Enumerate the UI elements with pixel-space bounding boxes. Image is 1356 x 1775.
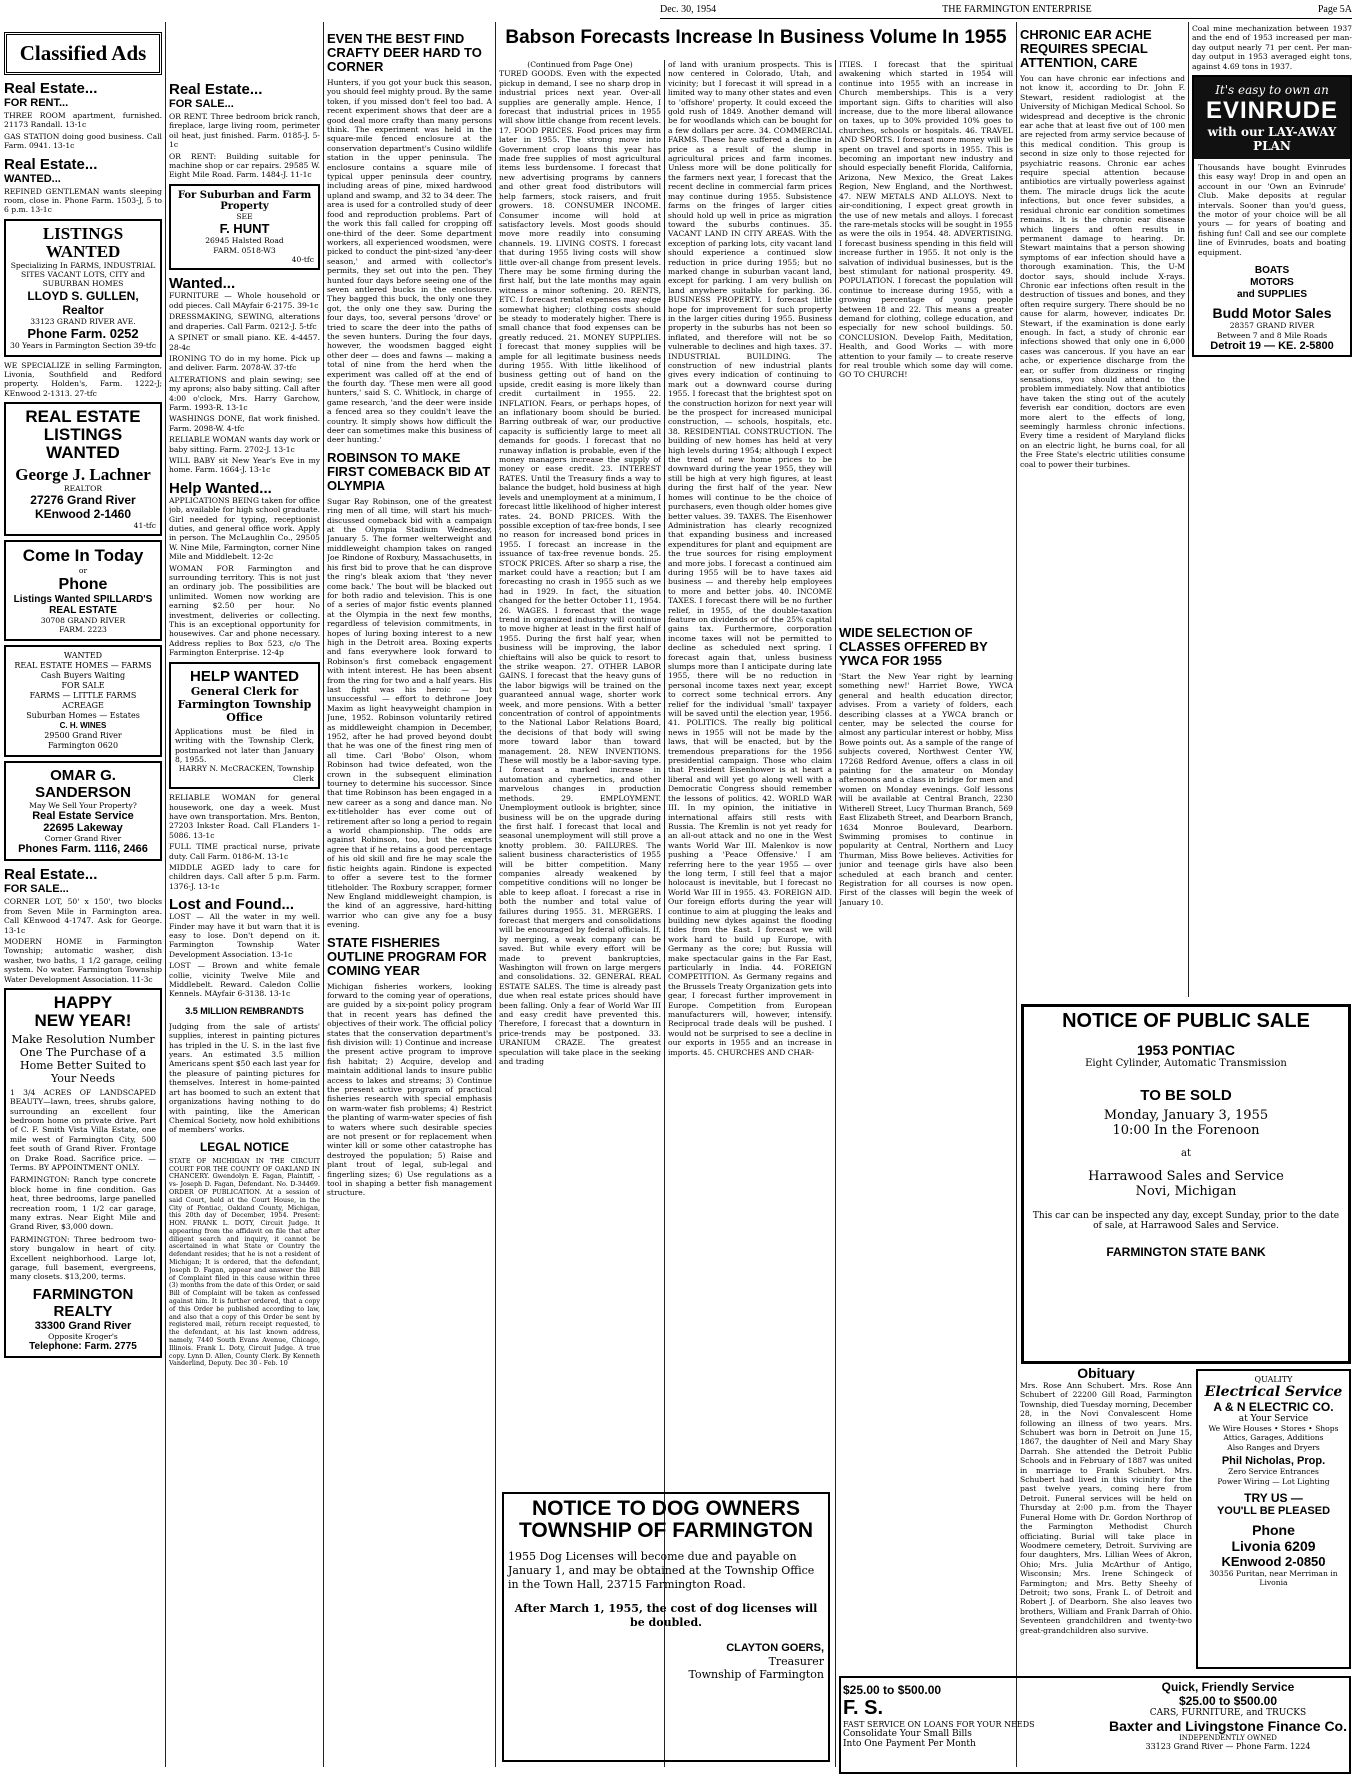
- clerk-ad: HELP WANTED General Clerk for Farmington Township Office Applications must be filed in writing with the Township Clerk, postmarked not later than January 8, 1955. HARRY N. McCRACKEN, Township Clerk: [169, 662, 320, 789]
- section-head-wanted-2: Wanted...: [169, 275, 236, 293]
- section-head-sale-2: Real Estate... FOR SALE...: [169, 81, 263, 110]
- evinrude-ad: It's easy to own an EVINRUDE with our LAY-AWAY PLAN Thousands have bought Evinrudes this easy way! Drop in and open an account in our 'Own an Evinrude' Club. Make deposits at regular intervals. Sooner than you'd guess, the motor of your choice will be all yours — for years of boating and fishing fun! Call and see our complete line of Evinrudes, boats and boating equipment. BOATS MOTORS and SUPPLIES Budd Motor Sales 28357 GRAND RIVER Between 7 and 8 Mile Roads Detroit 19 — KE. 2-5800: [1192, 75, 1352, 357]
- legal-body: STATE OF MICHIGAN IN THE CIRCUIT COURT FOR THE COUNTY OF OAKLAND IN CHANCERY. Gwendolyn E. Fagan, Plaintiff, -vs- Joseph D. Fagan, Defendant. No. D-34469. ORDER OF PUBLICATION. At a session of said Court, held at the Court House, in the City of Pontiac, Oakland County, Michigan, this 20th day of December, 1954. Present: HON. FRANK L. DOTY, Circuit Judge. It appearing from the affidavit on file that after diligent search and inquiry, it cannot be ascertained in what State or Country the defendant resides; that he is not a resident of Michigan; It is ordered, that the defendant, Joseph D. Fagan, appear and answer the Bill of Complaint filed in this cause within three (3) months from the date of this Order, or said Bill of Complaint will be taken as confessed against him. It is further ordered, that a copy of this Order be published according to law, and also that a copy of this Order be sent by registered mail, return receipt requested, to the defendant, at his last known address, namely, 7440 South Evans Avenue, Chicago, Illinois. Frank L. Doty, Circuit Judge. A true copy. Lynn D. Allen, County Clerk. By Kenneth Vanderlind, Deputy. Dec 30 - Feb. 10: [169, 1156, 320, 1368]
- wanted-listing: REFINED GENTLEMAN wants sleeping room, close in. Phone Farm. 1503-J, 5 to 6 p.m. 13-1c: [4, 186, 162, 215]
- electric-ad: QUALITY Electrical Service A & N ELECTRIC CO. at Your Service We Wire Houses • Stores • Shops Attics, Garages, Additions Also Ranges and Dryers Phil Nicholas, Prop. Zero Service Entrances Power Wiring — Lot Lighting TRY US — YOU'LL BE PLEASED Phone Livonia 6209 KEnwood 2-0850 30356 Puritan, near Merriman in Livonia: [1196, 1369, 1351, 1669]
- help-listings: APPLICATIONS BEING taken for office job, available for high school graduate. Girl needed for typing, receptionist duties, and general office work. Apply in person. The McLaughlin Co., 29505 W. Nine Mile, Farmington, corner Nine Mile and Middlebelt. 12-2c WOMAN FOR Farmington and surrounding territory. This is not just an ordinary job. The possibilities are unlimited. Women now working are earning $2.50 per hour. No investment, deliveries or collecting. This is an exceptional opportunity for housewives. Car and phone necessary. Address replies to Box 523, c/o The Farmington Enterprise. 12-4p: [169, 495, 320, 658]
- rembrandt-title: 3.5 MILLION REMBRANDTS: [185, 1005, 304, 1016]
- deer-body: Hunters, if you got your buck this season, you should feel mighty proud. By the same token, if you missed don't feel too bad. A recent experiment shows that deer are a good deal more crafty than many persons think. The experiment was held in the square-mile fenced enclosure at the conservation department's Cusino wildlife station in the upper peninsula. The enclosure contains a square mile of typical upper peninsula deer country, including areas of pine, mixed hardwood upland and swamp, and 32 to 34 deer. The area is used for a controlled study of deer food and reproduction problems. Part of the work this fall called for cropping off one-third of the deer. Some department workers, all experienced woodsmen, were picked to conduct the pint-sized 'any-deer season,' and armed with collector's permits, they set out into the pen. They hunted four days before seeing one of the seven antlered bucks in the enclosure. They bagged this buck, the only one they got, the only one they saw. During the four days, too, several persons 'drove' or tried to scare the deer into the paths of the seven hunters. During the four days, however, the woodsmen bagged eight other deer — does and fawns — making a total of nine from the herd when the experiment was called off at the end of the fourth day. 'These men were all good hunters,' said S. C. Whitlock, in charge of game research, 'and the deer were inside a fenced area so they couldn't leave the country. It simply shows how difficult the deer can sometimes make this business of deer hunting.': [327, 78, 492, 445]
- classified-banner: Classified Ads: [4, 32, 162, 75]
- section-head-sale: Real Estate... FOR SALE...: [4, 866, 98, 896]
- ywca-title: WIDE SELECTION OF CLASSES OFFERED BY YWCA FOR 1955: [839, 625, 988, 668]
- help-listings-2: RELIABLE WOMAN for general housework, one day a week. Must have own transportation. Mrs. Benton, 27203 Inkster Road. Call FLanders 1-5086. 13-1c FULL TIME practical nurse, private duty. Call Farm. 0186-M. 13-1c MIDDLE AGED lady to care for children days. Call after 5 p.m. Farm. 1376-J. 13-1c: [169, 793, 320, 891]
- coal-blurb: Coal mine mechanization between 1937 and the end of 1953 increased per man-day output nearly 71 per cent. Per man-day output in 1953 averaged eight tons, against 4.69 tons in 1937.: [1192, 24, 1352, 71]
- obituary-column: Obituary Mrs. Rose Ann Schubert. Mrs. Rose Ann Schubert of 22200 Gill Road, Farmington Township, died Tuesday morning, December 28, in the Novi Convalescent Home following an illness of two years. Mrs. Schubert was born in Detroit on June 15, 1867, the daughter of Neil and Mary Shay Darrah. She attended the Detroit Public Schools and in February of 1887 was united in marriage to Frank Schubert. Mrs. Schubert had lived in this vicinity for the past twelve years, coming here from Detroit. Funeral services will be held on Thursday at 2:00 p.m. from the Thayer Funeral Home with Dr. Gordon Northrop of the Farmington Methodist Church officiating. Burial will take place in Woodmere cemetery, Detroit. Surviving are four daughters, Mrs. Lillian Wees of Akron, Ohio; Mrs. Julia McArthur of Antigo, Wisconsin; Mrs. Irene Schingeck of Farmington; and Mrs. Betty Sheehy of Detroit; two sons, Frank L. of Detroit and Robert J. of Dearborn. She also leaves two brothers, William and Frank Darrah of Ohio. Seventeen grandchildren and twenty-two great-grandchildren also survive.: [1020, 1365, 1192, 1635]
- coal-column: [1192, 22, 1352, 361]
- finance-ad: $25.00 to $500.00 F. S. FAST SERVICE ON LOANS FOR YOUR NEEDS Consolidate Your Small Bills Into One Payment Per Month Quick, Friendly Service $25.00 to $500.00 CARS, FURNITURE, and TRUCKS Baxter and Livingstone Finance Co. INDEPENDENTLY OWNED 33123 Grand River — Phone Farm. 1224: [839, 1676, 1351, 1774]
- public-sale-notice: NOTICE OF PUBLIC SALE 1953 PONTIAC Eight Cylinder, Automatic Transmission TO BE SOLD Monday, January 3, 1955 10:00 In the Forenoon at Harrawood Sales and Service Novi, Michigan This car can be inspected any day, except Sunday, prior to the date of sale, at Harrawood Sales and Service. FARMINGTON STATE BANK: [1021, 1004, 1351, 1364]
- section-head-lost: Lost and Found...: [169, 896, 294, 914]
- section-head-help: Help Wanted...: [169, 479, 272, 497]
- lost-listings: LOST — All the water in my well. Finder may have it but warn that it is easy to lose. Don't depend on it. Farmington Township Water Development Association. 13-1c LOST — Brown and white female collie, vicinity Twelve Mile and Middlebelt. Reward. Caledon Collie Kennels. MAyfair 6-3138. 13-1c: [169, 912, 320, 999]
- wanted-listings-2: FURNITURE — Whole household or odd pieces. Call MAyfair 6-2175. 39-1c DRESSMAKING, SEWING, alterations and draperies. Call Farm. 0212-J. 5-tfc A SPINET or small piano. KE. 4-4457. 28-4c IRONING TO do in my home. Pick up and deliver. Farm. 2078-W. 37-tfc ALTERATIONS and plain sewing; see my aprons; also baby sitting. Call after 4:00 o'clock, Mrs. Harry Garchow, Farm. 1993-R. 13-1c WASHINGS DONE, flat work finished. Farm. 2098-W. 4-tfc RELIABLE WOMAN wants day work or baby sitting. Farm. 2702-J. 13-1c WILL BABY sit New Year's Eve in my home. Farm. 1664-J. 13-1c: [169, 291, 320, 475]
- babson-col-3: ITIES. I forecast that the spiritual awakening which started in 1954 will continue into 1955 with an increase in Church memberships. This is a very important sign. Gifts to charities will also increase, due to the more liberal allowance on taxes, up to 30% provided 10% goes to churches, schools or hospitals. 46. TRAVEL AND SPORTS. I forecast more money will be spent on travel and sports in 1955. This is becoming an important new industry and should especially benefit Florida, California, Arizona, New Mexico, the Great Lakes Region, New England, and the Northwest. 47. NEW METALS AND ALLOYS. Next to air-conditioning, I expect great growth in the use of new metals and alloys. I forecast the rare-metals stocks will be sought in 1955 as were the oils in 1954. 48. ADVERTISING. I forecast business spending in this field will increase further in 1955. It not only is the salvation of individual businesses, but is the best stimulant for national prosperity. 49. POPULATION. I forecast the population will continue to increase during 1955, with a growing percentage of young people between 18 and 22. This means a greater demand for clothing, college education, and especially for new school buildings. 50. CONCLUSION. Develop Faith, Meditation, Health, and Good Works — with more attention to your family — to create reserve for real trouble which some day will come. GO TO CHURCH! WIDE SELECTION OF CLASSES OFFERED BY YWCA FOR 1955 'Start the New Year right by learning something new!' Harriet Bowe, YWCA general and health education director, advises. From a variety of folders, each describing classes at a YWCA branch or center, may be selected the course for almost any particular interest or hobby, Miss Bowe points out. As a sample of the range of subjects covered, Northwest Center YW, 17268 Redford Avenue, offers a class in oil painting for the amateur on Monday afternoons and a class in bridge for men and women on Monday evenings. Golf lessons will be available at Central Branch, 2230 Witherell Street, Lucy Thurman Branch, 569 East Elizabeth Street, and Dearborn Branch, 1634 Monroe Boulevard, Dearborn. Swimming promises to continue in popularity at Central, Northern and Lucy Thurman, Miss Bowe believes. Activities for junior and teenage girls have also been scheduled at each branch and center. Registration for all courses is now open. First of the classes will begin the week of January 10.: [839, 60, 1013, 907]
- masthead-paper: THE FARMINGTON ENTERPRISE: [942, 4, 1092, 15]
- earache-column: CHRONIC EAR ACHE REQUIRES SPECIAL ATTENTION, CARE You can have chronic ear infections and not know it, according to Dr. John F. Stewart, resident radiologist at the University of Michigan Medical School. So widespread and deceptive is the chronic ear ache that at least five out of 100 men are rejected from army service because of this medical condition. This group is second in size only to those rejected for psychiatric reasons. Chronic ear aches require special attention because antibiotics are virtually powerless against them. The miracle drugs lick the acute infections, but once fever subsides, a residual chronic ear condition sometimes remains. It is the chronic ear disease which lingers and often results in permanent damage to hearing. Dr. Stewart maintains that a person showing symptoms of ear infection should have a thorough examination. This, the U-M doctor says, should include X-rays. Chronic ear infections often result in the destruction of tissues and bones, and they often require surgery. There should be no cause for alarm, however, indicates Dr. Stewart, if the examination is done early enough. In fact, a study of chronic ear infections showed that only one in 6,000 cases was cancerous. If you have an ear ache, or experience discharge from the ear, or suffer from dizziness or ringing sensations, you should attend to the problem immediately. Now that antibiotics have taken the sting out of the acutely feverish ear condition, doctors are even more alert to the effects of long, seemingly harmless chronic infections. Every time a resident of Maryland flicks on an electric light, he burns coal, for all the Free State's electric utilities consume coal to power their turbines.: [1020, 27, 1185, 469]
- classified-column-2: [169, 22, 320, 1368]
- farmington-realty-ad: HAPPY NEW YEAR! Make Resolution Number One The Purchase of a Home Better Suited to Your Needs 1 3/4 ACRES OF LANDSCAPED BEAUTY—lawn, trees, shrubs galore, surrounding an excellent four bedroom home on private drive. Part of C. F. Smith Vista Villa Estate, one mile west of Farmington City, 500 feet south of Grand River. Frontage on Drake Road. Sacrifice price. — Terms. BY APPOINTMENT ONLY. FARMINGTON: Ranch type concrete block home in fine condition. Gas heat, three bedrooms, large panelled recreation room, 1 1/2 car garage, many extras. Near Eight Mile and Grand River, $3,000 down. FARMINGTON: Three bedroom two-story bungalow in heart of city. Excellent neighborhood. Large lot, garage, full basement, evergreens, many closets. $13,200, terms. FARMINGTON REALTY 33300 Grand River Opposite Kroger's Telephone: Farm. 2775: [4, 988, 162, 1358]
- ywca-body: 'Start the New Year right by learning something new!' Harriet Bowe, YWCA general and health education director, advises. From a variety of folders, each describing classes at a YWCA branch or center, may be selected the course for almost any particular interest or hobby, Miss Bowe points out. As a sample of the range of subjects covered, Northwest Center YW, 17268 Redford Avenue, offers a class in oil painting for the amateur on Monday afternoons and a class in bridge for men and women on Monday evenings. Golf lessons will be available at Central Branch, 2230 Witherell Street, Lucy Thurman Branch, 569 East Elizabeth Street, and Dearborn Branch, 1634 Monroe Boulevard, Dearborn. Swimming promises to continue in popularity at Central, Northern and Lucy Thurman, Miss Bowe believes. Activities for junior and teenage girls have also been scheduled at each branch and center. Registration for all courses is now open. First of the classes will begin the week of January 10.: [839, 672, 1013, 907]
- hunt-ad: For Suburban and Farm Property SEE F. HUNT 26945 Halsted Road FARM. 0518-W3 40-tfc: [169, 184, 320, 271]
- robinson-body: Sugar Ray Robinson, one of the greatest ring men of all time, will start his much-discussed comeback bid with a campaign at the Olympia Stadium Wednesday, January 5. The former welterweight and middleweight champion takes on ranged Joe Rindone of Roxbury, Massachusetts, in his first bid to prove that he can disprove the ring's bleak axiom that 'they never come back.' The bout will be blacked out for both radio and television. This is one of a series of major fistic events planned at the Olympia in the next few months, regardless of television commitments, in hopes of luring boxing interest to a new high in the Detroit area. Boxing experts and fans everywhere look forward to Robinson's first comeback engagement with intent interest. He has been absent from the ring for two and a half years. His last fight was his heroic — but unsuccessful — effort to dethrone Joey Maxim as light heavyweight champion in June, 1952. Robinson voluntarily retired as middleweight champion in December, 1952, after he had proved beyond doubt that he was one of the finest ring men of all time. Carl 'Bobo' Olson, whom Robinson had twice defeated, won the crown in the subsequent elimination tourney to determine his successor. Since that time Robinson has been engaged in a new career as a song and dance man. No ex-titleholder has ever come out of retirement after so long a period to regain a world championship. The odds are against Robinson, too, but the experts agree that if he retains a good percentage of his old skill and fire he may scale the fistic heights again. Rindone is expected to offer a severe test to the former titleholder. The Roxbury scrapper, former New England middleweight champion, is the kind of an aggressive, hard-hitting warrior who can give any foe a busy evening.: [327, 496, 492, 930]
- masthead-page: Page 5A: [1317, 4, 1352, 15]
- babson-col-1: (Continued from Page One) TURED GOODS. Even with the expected pickup in demand, I see no sharp drop in industrial prices next year. Over-all supplies are generally ample. Hence, I forecast that industrial prices in 1955 will show little change from recent levels. 17. FOOD PRICES. Food prices may firm later in 1955. The strong move into Government crop loans this year has made free supplies of most agricultural items less burdensome. I forecast that new advertising programs by canners and other great food distributors will help farmers, stock raisers, and fruit growers. 18. CONSUMER INCOME. Consumer income will hold at satisfactory levels. Most goods should move more readily into consuming channels. 19. LIVING COSTS. I forecast that during 1955 living costs will show little over-all change from present levels. There may be some firming during the first half, but the late months may again witness a minor softening. 20. RENTS, ETC. I forecast rental expenses may edge somewhat higher; clothing costs should be steady to moderately higher. There is small chance that food expenses can be greatly reduced. 21. MONEY SUPPLIES. I forecast that money supplies will be ample for all legitimate business needs during 1955. With little likelihood of business getting out of hand on the upside, credit easing is more likely than credit curtailment in 1955. 22. INFLATION. Fears, or perhaps hopes, of an inflationary boom should be buried. Barring outbreak of war, our productive capacity is sufficiently large to meet all demands for goods. I forecast that no runaway inflation is probable, even if the money managers increase the supply of money or ease credit. 23. INTEREST RATES. Until the Treasury finds a way to balance the budget, hold business at high levels and unemployment at a minimum, I forecast little likelihood of higher interest rates. 24. BOND PRICES. With the possible exception of tax-free bonds, I see no reason for increased bond prices in 1955. I forecast an increase in the issuance of tax-free revenue bonds. 25. STOCK PRICES. After so sharp a rise, the market could have a reaction; but I am forecasting no crash in 1955 such as we had in 1929. In fact, the situation changed for the better October 11, 1954. 26. WAGES. I forecast that the wage trend in organized industry will continue to move higher at least in the first half of 1955. During the first half year, when business will be improving, the labor chieftains will also be quick to resort to the strike weapon. 27. OTHER LABOR GAINS. I forecast that the heavy guns of the labor bigwigs will be trained on the guaranteed annual wage, shorter work week, and more pensions. With a better concentration of control of appointments to the National Labor Relations Board, the decisions of that body will swing more toward labor than toward management. 28. NEW INVENTIONS. These will mostly be a labor-saving type. I forecast a marked increase in automation and cybernetics, and other marvelous changes in production methods. 29. EMPLOYMENT. Unemployment outlook is brighter, since business will be on the upgrade during the first half. I forecast that local and seasonal unemployment will still prove a knotty problem. 30. FAILURES. The salient business characteristics of 1955 will be bitter competition. Many companies already weakened by competitive conditions will no longer be able to keep afloat. I forecast a rise in both the number and total value of failures during 1955. 31. MERGERS. I forecast that mergers and consolidations will be encouraged by federal officials. If, by merging, a weak company can be saved. But while every effort will be made to prevent bankruptcies, Washington will frown on large mergers and consolidations. 32. GENERAL REAL ESTATE SALES. The time is already past due when real estate prices should have been falling. Only a fear of World War III and easy credit have prevented this. Therefore, I forecast that a downturn in price-trends may be postponed. 33. URANIUM CRAZE. The greatest speculation will take place in the seeking and trading: [499, 60, 661, 1067]
- fish-title: STATE FISHERIES OUTLINE PROGRAM FOR COMING YEAR: [327, 934, 487, 978]
- gullen-ad: LISTINGS WANTED Specializing In FARMS, INDUSTRIAL SITES VACANT LOTS, CITY and SUBURBAN HOMES LLOYD S. GULLEN, Realtor 33123 GRAND RIVER AVE. Phone Farm. 0252 30 Years in Farmington Section 39-tfc: [4, 219, 162, 357]
- section-head-rent: Real Estate... FOR RENT...: [4, 80, 98, 109]
- babson-headline: Babson Forecasts Increase In Business Volume In 1955: [505, 27, 1007, 48]
- wines-ad: WANTED REAL ESTATE HOMES — FARMS Cash Buyers Waiting FOR SALE FARMS — LITTLE FARMS ACREAGE Suburban Homes — Estates C. H. WINES 29500 Grand River Farmington 0620: [4, 645, 162, 757]
- specialize-listing: WE SPECIALIZE in selling Farmington, Livonia, Southfield and Redford property. Holden's, Farm. 1222-J; KEnwood 2-1313. 27-tfc: [4, 360, 162, 398]
- sale-listings-2: OR RENT. Three bedroom brick ranch, fireplace, large living room, perimeter oil heat, just finished. Farm. 0185-J. 5-1c OR RENT: Building suitable for machine shop or car repairs. 29585 W. Eight Mile Road. Farm. 1484-J. 11-1c: [169, 112, 320, 180]
- babson-col-2: of land with uranium prospects. This is now centered in Colorado, Utah, and vicinity; but I forecast it will spread in a limited way to many other states and even to 'offshore' property. It could exceed the gold rush of 1849. Another demand will be for woodlands which can be bought for a few dollars per acre. 34. COMMERCIAL FARMS. These have suffered a decline in price as a result of the slump in agricultural prices and farm incomes. Unless more will be done politically for the farmers next year, I forecast that the recent decline in commercial farm prices may continue during 1955. Subsistence farms on the fringes of larger cities should hold up well in price as migration toward the suburbs continues. 35. VACANT LAND IN CITY AREAS. With the exception of parking lots, city vacant land should experience a continued slow reduction in price during 1955; but no marked change in suburban vacant land, except for parking. I am very bullish on land anywhere suitable for parking. 36. BUSINESS PROPERTY. I forecast little hope for improvement for such property in the larger cities during 1955. Business property in the suburbs has not been so inflated, and therefore will not be so vulnerable to declines and high taxes. 37. INDUSTRIAL BUILDING. The construction of new industrial plants gives every indication of continuing to mark out a downward course during 1955. I forecast that the brightest spot on the construction horizon for next year will be the prospect for increased municipal construction, — schools, hospitals, etc. 38. RESIDENTIAL CONSTRUCTION. The building of new homes has held at very high levels during 1954; although I expect the trend of new home prices to be downward during the year 1955, they will still be high at very high figures, at least during the first half of the year. New homes will continue to be the choice of purchasers, even though older homes give better values. 39. TAXES. The Eisenhower Administration has clearly recognized that expanding business and increased expenditures for plant and equipment are the true sources for rising employment and more jobs. I forecast a continued aim during 1955 will be to have taxes aid business — and thereby help employees to more and better jobs. 40. INCOME TAXES. I forecast there will be no further relief, in 1955, of the double-taxation feature on dividends or of the 25% capital gains tax. Furthermore, corporation income taxes will not be permitted to decline as scheduled next spring. I forecast again that, unless business slumps more than I anticipate during late 1955, there will be no reduction in personal income taxes next year, except to correct some technical errors. Any relief for the individual 'small' taxpayer will be saved until the election year, 1956. 41. POLITICS. The really big political news in 1955 will not be made by the laws, that will be enacted, but by the tremendous preparations for the 1956 presidential campaign. Those who claim that President Eisenhower is at heart a liberal and will yet go along well with a Democratic Congress should remember the lessons of politics. 42. WORLD WAR III. In my opinion, the initiative in international affairs still rests with Russia. The Kremlin is not yet ready for an all-out attack and no one in the West wants World War III. Malenkov is now pushing a 'Peace Offensive.' I am referring here to the year 1955 — over the long term, I still feel that a major holocaust is inevitable, but I forecast no World War III in 1955. 43. FOREIGN AID. Our foreign efforts during the year will continue to aim at plugging the leaks and building new dykes against the flooding tides from the East. I forecast we will work hard to build up Europe, with Germany as the core; but Russia will make spectacular gains in the Far East, particularly in India. 44. FOREIGN COMPETITION. As Germany regains and the Brussels Treaty Organization gets into gear, I forecast further improvement in Europe. Competition from European manufacturers will, however, intensify. Reciprocal trade deals will be pushed. I would not be surprised to see a decline in our exports in 1955 and an increase in imports. 45. CHURCHES AND CHAR-: [668, 60, 832, 1057]
- classified-column: [4, 22, 162, 1362]
- sanderson-ad: OMAR G. SANDERSON May We Sell Your Property? Real Estate Service 22695 Lakeway Corner Grand River Phones Farm. 1116, 2466: [4, 761, 162, 862]
- dog-notice: NOTICE TO DOG OWNERS TOWNSHIP OF FARMINGTON 1955 Dog Licenses will become due and payable on January 1, and may be obtained at the Township Office in the Town Hall, 23715 Farmington Road. After March 1, 1955, the cost of dog licenses will be doubled. CLAYTON GOERS, Treasurer Township of Farmington: [502, 1492, 830, 1762]
- section-head-wanted: Real Estate... WANTED...: [4, 155, 98, 185]
- legal-title: LEGAL NOTICE: [199, 1139, 290, 1154]
- robinson-title: ROBINSON TO MAKE FIRST COMEBACK BID AT OLYMPIA: [327, 449, 491, 493]
- fish-body: Michigan fisheries workers, looking forward to the coming year of operations, are guided by a six-point policy program that in recent years has defined the objectives of their work. The official policy states that the conservation department's fish division will: 1) Continue and increase the present active program to improve fish habitat; 2) Acquire, develop and maintain additional lands to insure public access to lakes and streams; 3) Continue the present active program of practical fisheries research with special emphasis on warm-water fish problems; 4) Restrict the planting of warm-water species of fish to waters where such desirable species are not present or for replacement when winter kill or some other catastrophe has destroyed the population; 5) Raise and plant trout of legal, sub-legal and fingerling sizes; 6) Use regulations as a tool in shaping a better fish management structure.: [327, 981, 492, 1198]
- masthead: [660, 4, 1352, 19]
- rembrandt-body: Judging from the sale of artists' supplies, interest in painting pictures has tripled in the U. S. in the last five years. An estimated 3.5 million Americans spent $50 each last year for the pleasure of painting pictures for themselves. Interest in home-painted art has boomed to such an extent that organizations having nothing to do with painting, like the American Chemical Society, now hold exhibitions of members' works.: [169, 1021, 320, 1135]
- masthead-date: Dec. 30, 1954: [660, 4, 717, 15]
- spillard-ad: Come In Today or Phone Listings Wanted SPILLARD'S REAL ESTATE 30708 GRAND RIVER FARM. 2223: [4, 540, 162, 640]
- rent-listings: THREE ROOM apartment, furnished. 21173 Randall. 13-1c GAS STATION doing good business. Call Farm. 0941. 13-1c: [4, 111, 162, 151]
- news-column-3: [327, 22, 492, 1198]
- deer-title: EVEN THE BEST FIND CRAFTY DEER HARD TO CORNER: [327, 31, 482, 74]
- sale-listings: CORNER LOT, 50' x 150', two blocks from Seven Mile in Farmington area. Call KEnwood 4-1747. Ask for George. 13-1c MODERN HOME in Farmington Township; automatic washer, dish washer, two baths, 1 1/2 garage, ceiling system. No water. Farmington Township Water Development Association. 11-3c: [4, 897, 162, 984]
- lachner-ad: REAL ESTATE LISTINGS WANTED George J. Lachner REALTOR 27276 Grand River KEnwood 2-1460 41-tfc: [4, 402, 162, 536]
